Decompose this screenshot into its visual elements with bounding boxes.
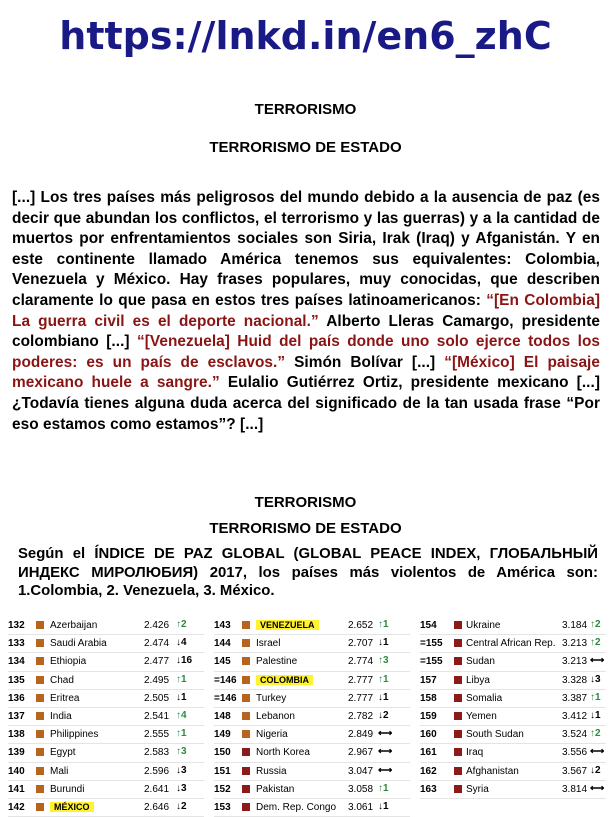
- arrow-up-icon: ↑3: [176, 746, 187, 758]
- level-swatch: [242, 676, 250, 684]
- main-paragraph: [12, 188, 600, 435]
- level-swatch: [454, 676, 462, 684]
- score-value: 3.213: [562, 638, 588, 650]
- score-value: 2.782: [348, 710, 374, 722]
- table-row: [8, 617, 204, 635]
- country-name: [256, 620, 319, 631]
- url-link[interactable]: https://lnkd.in/en6_zhC: [59, 14, 552, 58]
- level-swatch: [454, 694, 462, 702]
- level-swatch: [242, 712, 250, 720]
- rank-value: 145: [214, 656, 231, 668]
- score-value: 2.495: [144, 674, 170, 686]
- level-swatch: [36, 621, 44, 629]
- score-value: 3.047: [348, 765, 374, 777]
- table-row: [214, 617, 410, 635]
- level-swatch: [454, 639, 462, 647]
- score-value: 3.328: [562, 674, 588, 686]
- heading-terrorismo: TERRORISMO: [254, 101, 357, 118]
- level-swatch: [36, 712, 44, 720]
- score-value: 3.387: [562, 692, 588, 704]
- table-row: [214, 799, 410, 817]
- rank-value: 148: [214, 710, 231, 722]
- table-row: [420, 653, 606, 671]
- table-row: [214, 653, 410, 671]
- score-value: 2.849: [348, 729, 374, 741]
- level-swatch: [454, 712, 462, 720]
- arrow-down-icon: ↓1: [590, 709, 601, 721]
- table-row: [8, 799, 204, 817]
- table-row: [420, 635, 606, 653]
- level-swatch: [242, 657, 250, 665]
- score-value: 3.058: [348, 783, 374, 795]
- level-swatch: [242, 730, 250, 738]
- score-value: 2.641: [144, 783, 170, 795]
- rank-value: 137: [8, 710, 25, 722]
- rank-value: 141: [8, 783, 25, 795]
- level-swatch: [36, 694, 44, 702]
- country-name: Libya: [466, 674, 490, 686]
- score-value: 2.646: [144, 801, 170, 813]
- arrow-up-icon: ↑1: [378, 673, 389, 685]
- arrow-up-icon: ↑3: [378, 655, 389, 667]
- rank-value: 154: [420, 620, 437, 631]
- country-name: North Korea: [256, 747, 310, 759]
- score-value: 2.777: [348, 674, 374, 686]
- heading-terrorismo-2: TERRORISMO: [254, 494, 357, 511]
- score-value: 3.556: [562, 747, 588, 759]
- level-swatch: [36, 639, 44, 647]
- rank-value: 134: [8, 656, 25, 668]
- rank-value: 136: [8, 692, 25, 704]
- table-row: [8, 726, 204, 744]
- arrow-down-icon: ↓4: [176, 637, 187, 649]
- arrow-up-icon: ↑2: [590, 637, 601, 649]
- country-name: [50, 802, 94, 813]
- score-value: 3.567: [562, 765, 588, 777]
- table-row: [420, 617, 606, 635]
- score-value: 2.583: [144, 747, 170, 759]
- country-name: Palestine: [256, 656, 298, 668]
- arrow-both-icon: ⟷: [378, 746, 393, 758]
- arrow-up-icon: ↑1: [590, 691, 601, 703]
- rank-value: 144: [214, 638, 231, 650]
- table-row: [8, 690, 204, 708]
- table-row: [420, 763, 606, 781]
- table-row: [8, 781, 204, 799]
- arrow-up-icon: ↑2: [176, 619, 187, 630]
- rank-value: =146: [214, 692, 237, 704]
- table-row: [8, 653, 204, 671]
- arrow-down-icon: ↓2: [176, 800, 187, 812]
- rank-value: 159: [420, 710, 437, 722]
- level-swatch: [454, 748, 462, 756]
- arrow-up-icon: ↑2: [590, 728, 601, 740]
- country-name: Nigeria: [256, 729, 288, 741]
- heading-terrorismo-de-estado: TERRORISMO DE ESTADO: [209, 139, 402, 156]
- highlighted-country: COLOMBIA: [256, 675, 313, 685]
- table-row: [420, 672, 606, 690]
- table-row: [420, 690, 606, 708]
- para-seg: [...] Los tres países más peligrosos del mundo debido a la ausencia de paz (es decir que abundan los conflictos, el terrorismo y las guerras) y a la cantidad de muertos por enfrentamientos sociales son Siria, Irak (Iraq) y Afganistán. Y en este continente llamado América tenemos sus equivalentes: Colombia, Venezuela y México. Hay frases populares, muy conocidas, que describen claramente lo que pasa en estos tres países latinoamericanos:: [12, 189, 600, 309]
- score-value: 3.061: [348, 801, 374, 813]
- level-swatch: [454, 621, 462, 629]
- country-name: Ethiopia: [50, 656, 87, 668]
- arrow-up-icon: ↑1: [378, 619, 389, 630]
- para-seg: Simón Bolívar [...]: [285, 353, 445, 371]
- score-value: 3.213: [562, 656, 588, 668]
- level-swatch: [36, 676, 44, 684]
- rank-value: 157: [420, 674, 437, 686]
- country-name: Turkey: [256, 692, 287, 704]
- arrow-up-icon: ↑1: [378, 782, 389, 794]
- table-row: [420, 781, 606, 799]
- score-value: 3.412: [562, 710, 588, 722]
- score-value: 2.505: [144, 692, 170, 704]
- quote-colombia: “[En Colombia] La guerra civil es el deporte nacional.”: [12, 291, 600, 330]
- ranking-column-1: [8, 617, 204, 817]
- rank-value: 153: [214, 801, 231, 813]
- rank-value: 149: [214, 729, 231, 741]
- rank-value: 150: [214, 747, 231, 759]
- table-row: [214, 744, 410, 762]
- score-value: 2.707: [348, 638, 374, 650]
- arrow-down-icon: ↓1: [378, 691, 389, 703]
- score-value: 3.814: [562, 783, 588, 795]
- country-name: Syria: [466, 783, 489, 795]
- level-swatch: [36, 785, 44, 793]
- arrow-down-icon: ↓1: [176, 691, 187, 703]
- country-name: Ukraine: [466, 620, 501, 631]
- country-name: [256, 675, 313, 686]
- arrow-down-icon: ↓1: [378, 637, 389, 649]
- arrow-down-icon: ↓3: [176, 782, 187, 794]
- rank-value: 163: [420, 783, 437, 795]
- gpi-paragraph: Según el ÍNDICE DE PAZ GLOBAL (GLOBAL PEACE INDEX, ГЛОБАЛЬНЫЙ ИНДЕКС МИРОЛЮБИЯ) 2017, los países más violentos de América son: 1.Colombia, 2. Venezuela, 3. México.: [18, 546, 598, 599]
- level-swatch: [454, 730, 462, 738]
- arrow-both-icon: ⟷: [378, 764, 393, 776]
- rank-value: 140: [8, 765, 25, 777]
- country-name: South Sudan: [466, 729, 524, 741]
- table-row: [214, 690, 410, 708]
- score-value: 3.184: [562, 620, 588, 631]
- country-name: Chad: [50, 674, 74, 686]
- score-value: 2.541: [144, 710, 170, 722]
- score-value: 2.652: [348, 620, 374, 631]
- table-row: [8, 763, 204, 781]
- level-swatch: [36, 767, 44, 775]
- arrow-up-icon: ↑1: [176, 728, 187, 740]
- score-value: 2.967: [348, 747, 374, 759]
- highlighted-country: VENEZUELA: [256, 620, 319, 630]
- table-row: [8, 635, 204, 653]
- table-row: [214, 763, 410, 781]
- arrow-both-icon: ⟷: [378, 728, 393, 740]
- country-name: Egypt: [50, 747, 76, 759]
- rank-value: 142: [8, 801, 25, 813]
- country-name: Russia: [256, 765, 287, 777]
- score-value: 2.474: [144, 638, 170, 650]
- rank-value: 158: [420, 692, 437, 704]
- para-seg: Eulalio Gutiérrez Ortiz, presidente mexicano [...] ¿Todavía tienes alguna duda acerca del significado de la tan usada frase “Por eso estamos como estamos”? [...]: [12, 374, 600, 433]
- score-value: 2.555: [144, 729, 170, 741]
- arrow-up-icon: ↑1: [176, 673, 187, 685]
- table-row: [8, 708, 204, 726]
- level-swatch: [36, 748, 44, 756]
- rank-value: 161: [420, 747, 437, 759]
- rank-value: 133: [8, 638, 25, 650]
- country-name: Burundi: [50, 783, 85, 795]
- country-name: India: [50, 710, 72, 722]
- country-name: Azerbaijan: [50, 620, 98, 631]
- level-swatch: [242, 803, 250, 811]
- country-name: Iraq: [466, 747, 484, 759]
- rank-value: 139: [8, 747, 25, 759]
- arrow-down-icon: ↓2: [378, 709, 389, 721]
- country-name: Yemen: [466, 710, 497, 722]
- rank-value: 162: [420, 765, 437, 777]
- country-name: Eritrea: [50, 692, 80, 704]
- rank-value: 160: [420, 729, 437, 741]
- quote-venezuela: “[Venezuela] Huid del país donde uno solo ejerce todos los poderes: es un país de esclavos.”: [12, 333, 601, 371]
- country-name: Lebanon: [256, 710, 295, 722]
- country-name: Pakistan: [256, 783, 295, 795]
- table-row: [214, 726, 410, 744]
- score-value: 2.426: [144, 620, 170, 631]
- level-swatch: [242, 639, 250, 647]
- para-seg: Alberto Lleras Camargo, presidente colombiano [...]: [12, 312, 600, 351]
- country-name: Mali: [50, 765, 69, 777]
- arrow-down-icon: ↓16: [176, 655, 193, 667]
- arrow-down-icon: ↓3: [176, 764, 187, 776]
- score-value: 2.777: [348, 692, 374, 704]
- level-swatch: [454, 657, 462, 665]
- arrow-down-icon: ↓2: [590, 764, 601, 776]
- level-swatch: [242, 621, 250, 629]
- level-swatch: [242, 748, 250, 756]
- rank-value: =146: [214, 674, 237, 686]
- rank-value: 151: [214, 765, 231, 777]
- rank-value: =155: [420, 638, 443, 650]
- arrow-both-icon: ⟷: [590, 655, 605, 667]
- table-row: [420, 708, 606, 726]
- arrow-up-icon: ↑2: [590, 619, 601, 630]
- table-row: [214, 672, 410, 690]
- score-value: 2.596: [144, 765, 170, 777]
- level-swatch: [242, 785, 250, 793]
- quote-mexico: “[México] El paisaje mexicano huele a sangre.”: [12, 353, 600, 392]
- arrow-both-icon: ⟷: [590, 746, 605, 758]
- heading-terrorismo-de-estado-2: TERRORISMO DE ESTADO: [209, 520, 402, 537]
- rank-value: 138: [8, 729, 25, 741]
- rank-value: 152: [214, 783, 231, 795]
- arrow-down-icon: ↓3: [590, 673, 601, 685]
- country-name: Afghanistan: [466, 765, 519, 777]
- highlighted-country: MÉXICO: [50, 802, 94, 812]
- level-swatch: [36, 730, 44, 738]
- country-name: Dem. Rep. Congo: [256, 801, 337, 813]
- table-row: [420, 744, 606, 762]
- country-name: Philippines: [50, 729, 99, 741]
- score-value: 2.477: [144, 656, 170, 668]
- level-swatch: [454, 785, 462, 793]
- country-name: Israel: [256, 638, 281, 650]
- table-row: [214, 708, 410, 726]
- level-swatch: [242, 767, 250, 775]
- country-name: Central African Rep.: [466, 638, 556, 650]
- score-value: 3.524: [562, 729, 588, 741]
- rank-value: =155: [420, 656, 443, 668]
- level-swatch: [242, 694, 250, 702]
- arrow-both-icon: ⟷: [590, 782, 605, 794]
- rank-value: 132: [8, 620, 25, 631]
- level-swatch: [36, 657, 44, 665]
- table-row: [8, 672, 204, 690]
- arrow-up-icon: ↑4: [176, 709, 187, 721]
- rank-value: 135: [8, 674, 25, 686]
- country-name: Saudi Arabia: [50, 638, 107, 650]
- level-swatch: [454, 767, 462, 775]
- score-value: 2.774: [348, 656, 374, 668]
- country-name: Sudan: [466, 656, 495, 668]
- ranking-column-3: [420, 617, 606, 799]
- arrow-down-icon: ↓1: [378, 800, 389, 812]
- ranking-column-2: [214, 617, 410, 817]
- table-row: [214, 781, 410, 799]
- country-name: Somalia: [466, 692, 503, 704]
- table-row: [420, 726, 606, 744]
- table-row: [8, 744, 204, 762]
- table-row: [214, 635, 410, 653]
- rank-value: 143: [214, 620, 231, 631]
- level-swatch: [36, 803, 44, 811]
